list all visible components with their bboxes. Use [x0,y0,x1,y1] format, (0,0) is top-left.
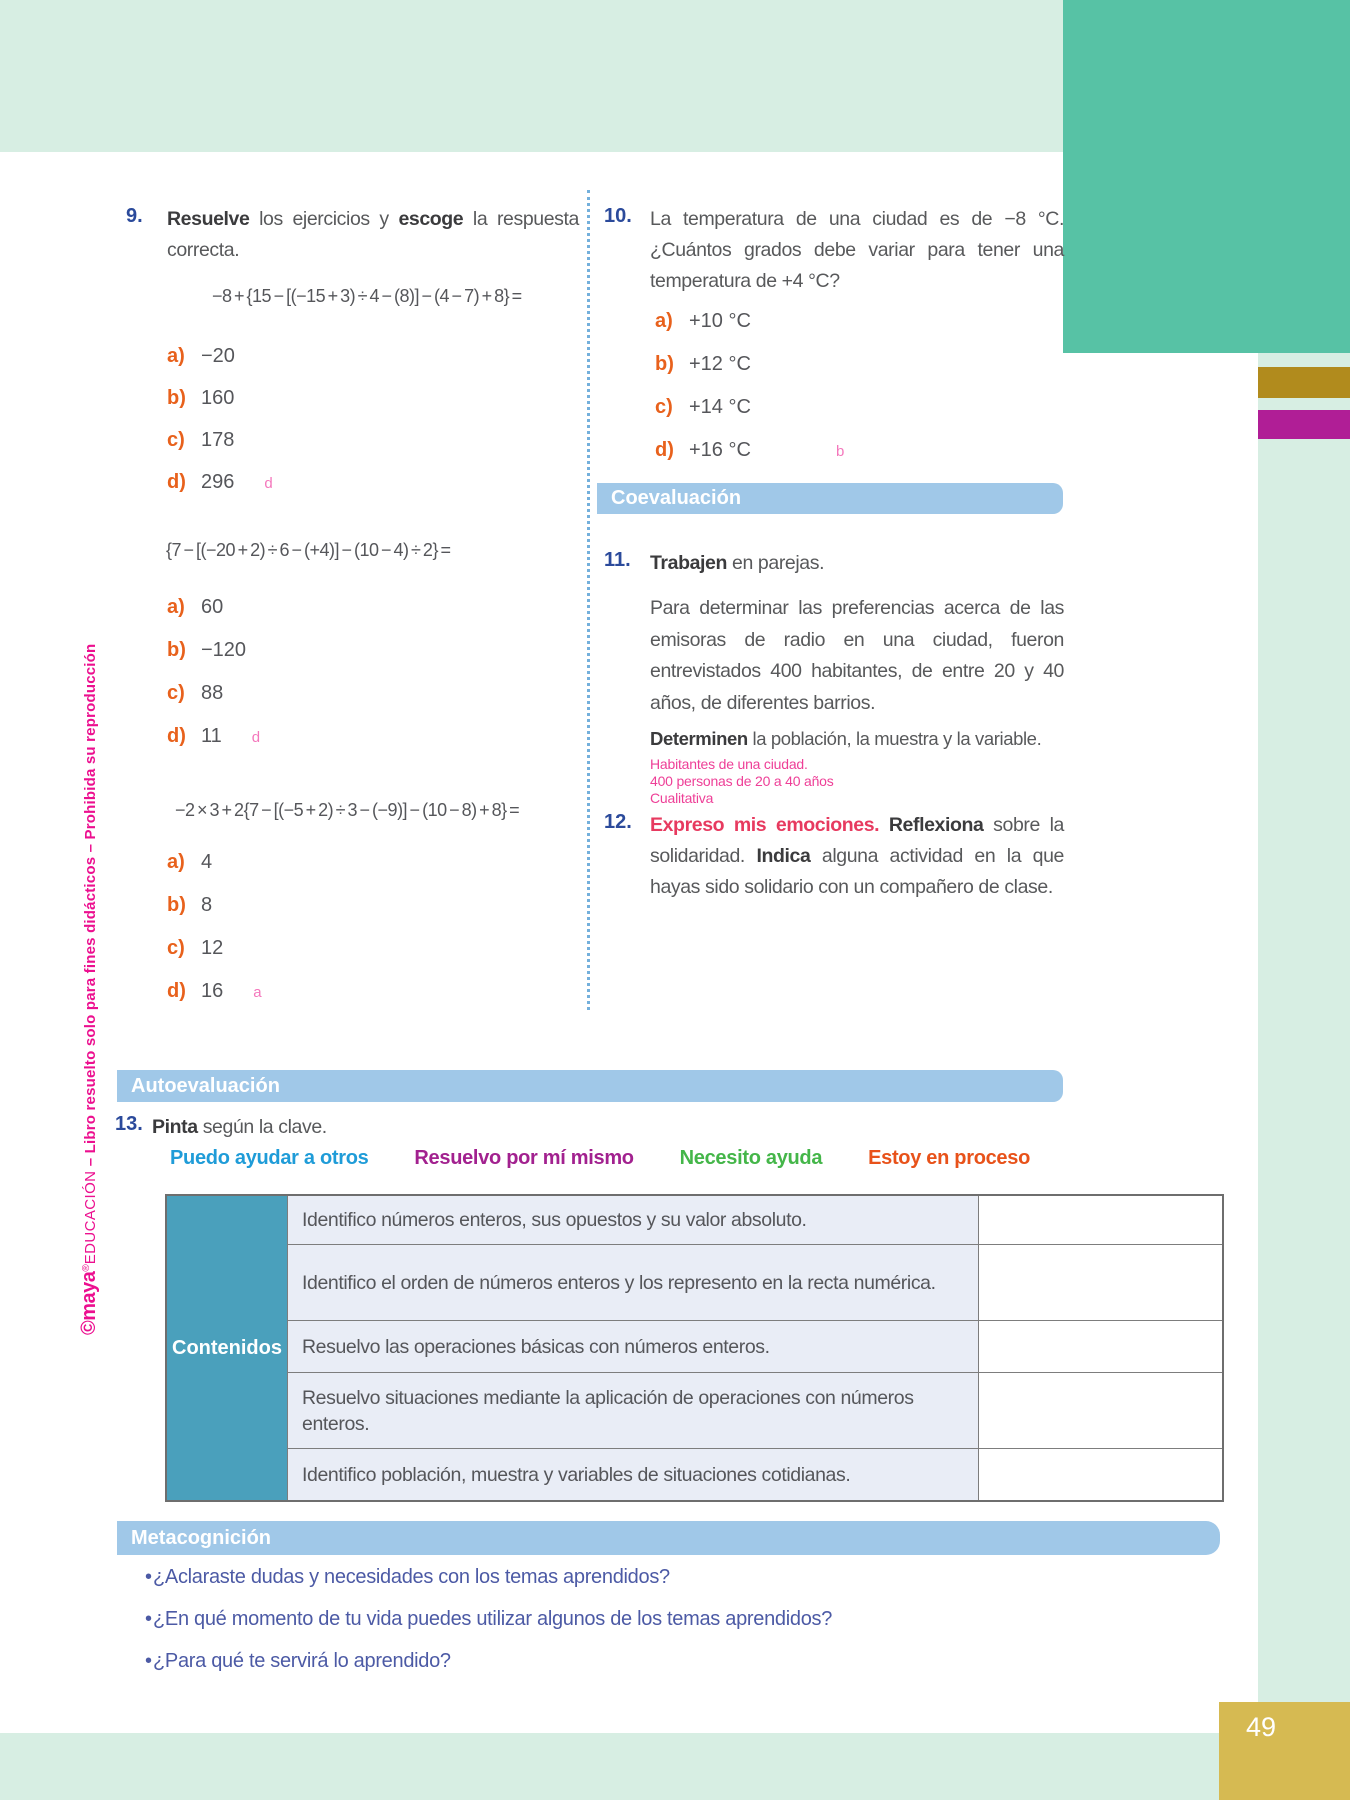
option-value: +10 °C [689,310,751,332]
table-row-statement: Identifico el orden de números enteros y los represento en la recta numérica. [287,1244,978,1320]
section-title: Metacognición [131,1526,272,1549]
publisher-brand: EDUCACIÓN [82,1170,99,1265]
exercise-12-verb1: Reflexiona [888,814,984,836]
option-letter: b) [167,639,186,661]
equation-3: −2 × 3 + 2{7 − [(−5 + 2) ÷ 3 − (−9)] − (10 − 8) + 8} = [175,800,520,820]
exercise-13-statement [152,1112,652,1143]
table-row-statement: Identifico números enteros, sus opuestos y su valor absoluto. [287,1196,978,1244]
equation-1-options [167,345,273,513]
table-answer-cell [978,1244,1222,1320]
option-value: −20 [201,345,235,367]
option-row [655,310,844,337]
question-text: ¿Aclaraste dudas y necesidades con los temas aprendidos? [153,1566,670,1588]
exercise-11-text: en parejas. [727,552,825,574]
option-value: 16 [201,980,224,1002]
option-row [167,596,260,623]
option-value: 160 [201,387,235,409]
option-letter: a) [167,851,185,873]
option-row [655,353,844,380]
metacognicion-section-header [117,1521,1220,1555]
equation-1: −8 + {15 − [(−15 + 3) ÷ 4 − (8)] − (4 − 7) + 8} = [212,286,522,306]
exercise-12-verb2: Indica [756,845,811,867]
exercise-9-number: 9. [126,205,143,227]
option-letter: d) [167,980,186,1002]
page-number: 49 [1246,1712,1277,1742]
option-value: 178 [201,429,235,451]
right-mint-strip [1258,353,1350,1800]
option-row [167,345,273,372]
exercise-12-emotion-title: Expreso mis emociones. [650,814,880,836]
option-row [167,851,262,878]
option-value: +12 °C [689,353,751,375]
option-letter: b) [167,894,186,916]
space [879,814,889,836]
top-right-teal-block [1063,0,1350,353]
section-title: Coevaluación [611,487,742,509]
exercise-11-handwritten-answers [650,756,834,807]
page-number-square [1219,1702,1350,1800]
exercise-9-text-tail: la respuesta correcta. [167,208,579,261]
metacognicion-question [117,1566,1217,1589]
copyright-sidebar [78,420,101,1335]
option-letter: c) [167,937,185,959]
option-letter: c) [167,429,185,451]
key-label-in-progress: Estoy en proceso [868,1147,1030,1169]
equation-2: {7 − [(−20 + 2) ÷ 6 − (+4)] − (10 − 4) ÷ 2} = [166,540,451,560]
exercise-13-text: según la clave. [197,1116,327,1138]
bullet-icon: • [145,1608,152,1630]
option-value: 11 [201,725,222,747]
option-value: −120 [201,639,247,661]
exercise-13-verb: Pinta [152,1116,198,1138]
top-mint-band [0,0,1063,152]
exercise-11-verb: Trabajen [650,552,727,574]
option-value: 296 [201,471,235,493]
exercise-13-number: 13. [115,1113,143,1135]
exercise-9-text: los ejercicios y [249,208,399,230]
option-value: +14 °C [689,396,751,418]
option-letter: a) [167,345,185,367]
right-gold-strip [1258,367,1350,398]
table-answer-cell [978,1448,1222,1500]
answer-line: Habitantes de una ciudad. [650,756,808,772]
table-answer-cell [978,1196,1222,1244]
publisher-logo: ©maya [78,1271,100,1335]
exercise-11-task [650,728,1041,750]
option-row [167,639,260,666]
option-row [167,471,273,498]
exercise-12-number: 12. [604,811,632,833]
bottom-mint-band [0,1733,1219,1800]
self-eval-table [165,1194,1224,1502]
equation-3-options [167,851,262,1023]
option-row [167,429,273,456]
question-text: ¿Para qué te servirá lo aprendido? [153,1650,451,1672]
option-value: 8 [201,894,213,916]
option-letter: c) [655,396,673,418]
bullet-icon: • [145,1566,152,1588]
exercise-12-text: sobre la solidaridad. [650,814,1064,867]
right-magenta-strip [1258,410,1350,439]
exercise-11-task-text: la población, la muestra y la variable. [747,728,1042,749]
coevaluacion-section-header [597,483,1063,514]
option-row [167,937,262,964]
option-letter: b) [167,387,186,409]
exercise-11-number: 11. [604,549,631,571]
exercise-10-options [655,310,844,482]
key-label-can-help-others: Puedo ayudar a otros [170,1147,369,1169]
column-divider [587,190,590,1010]
option-letter: d) [167,725,186,747]
option-row [167,980,262,1007]
option-value: 4 [201,851,213,873]
exercise-9-verb2: escoge [398,208,464,230]
exercise-10-statement: La temperatura de una ciudad es de −8 °C. ¿Cuántos grados debe variar para tener una temperatura de +4 °C? [650,208,1064,292]
table-answer-cell [978,1372,1222,1448]
option-letter: a) [655,310,673,332]
question-text: ¿En qué momento de tu vida puedes utilizar algunos de los temas aprendidos? [153,1608,833,1630]
exercise-11-task-verb: Determinen [650,728,748,749]
handwritten-answer-note: a [253,984,262,1001]
option-letter: d) [655,439,674,461]
exercise-12-text-tail: alguna actividad en la que hayas sido solidario con un compañero de clase. [650,845,1064,898]
key-label-need-help: Necesito ayuda [679,1147,823,1169]
option-letter: a) [167,596,185,618]
autoevaluacion-section-header [117,1070,1063,1102]
copyright-text: – Libro resuelto solo para fines didácticos – Prohibida su reproducción [82,643,99,1171]
exercise-10-number: 10. [604,205,632,227]
option-row [655,396,844,423]
handwritten-answer-note: d [264,475,273,492]
option-row [167,725,260,752]
table-answer-cell [978,1320,1222,1372]
option-row [167,894,262,921]
bullet-icon: • [145,1650,152,1672]
option-row [167,387,273,414]
option-value: 12 [201,937,224,959]
exercise-11-paragraph: Para determinar las preferencias acerca de las emisoras de radio en una ciudad, fueron entrevistados 400 habitantes, de entre 20 y 40 años, de diferentes barrios. [650,597,1064,714]
color-key-legend [170,1147,1030,1170]
exercise-11-statement [650,548,1064,579]
table-row-statement: Resuelvo las operaciones básicas con números enteros. [287,1320,978,1372]
key-label-solve-by-myself: Resuelvo por mí mismo [414,1147,634,1169]
option-value: 60 [201,596,224,618]
exercise-9-verb: Resuelve [167,208,250,230]
equation-2-options [167,596,260,768]
exercise-12-statement [650,810,1064,903]
metacognicion-question [117,1650,1217,1673]
option-row [167,682,260,709]
registered-mark: ® [81,1264,92,1272]
table-row-header: Contenidos [167,1196,287,1500]
handwritten-answer-note: b [835,443,845,460]
section-title: Autoevaluación [131,1074,280,1097]
option-letter: b) [655,353,674,375]
option-row [655,439,844,466]
answer-line: 400 personas de 20 a 40 años [650,773,834,789]
option-letter: d) [167,471,186,493]
option-letter: c) [167,682,185,704]
table-row-statement: Identifico población, muestra y variables de situaciones cotidianas. [287,1448,978,1500]
answer-line: Cualitativa [650,790,714,806]
handwritten-answer-note: d [251,729,261,746]
metacognicion-question [117,1608,1217,1631]
option-value: +16 °C [689,439,751,461]
exercise-9-statement [167,204,579,266]
table-row-statement: Resuelvo situaciones mediante la aplicación de operaciones con números enteros. [287,1372,978,1448]
option-value: 88 [201,682,224,704]
